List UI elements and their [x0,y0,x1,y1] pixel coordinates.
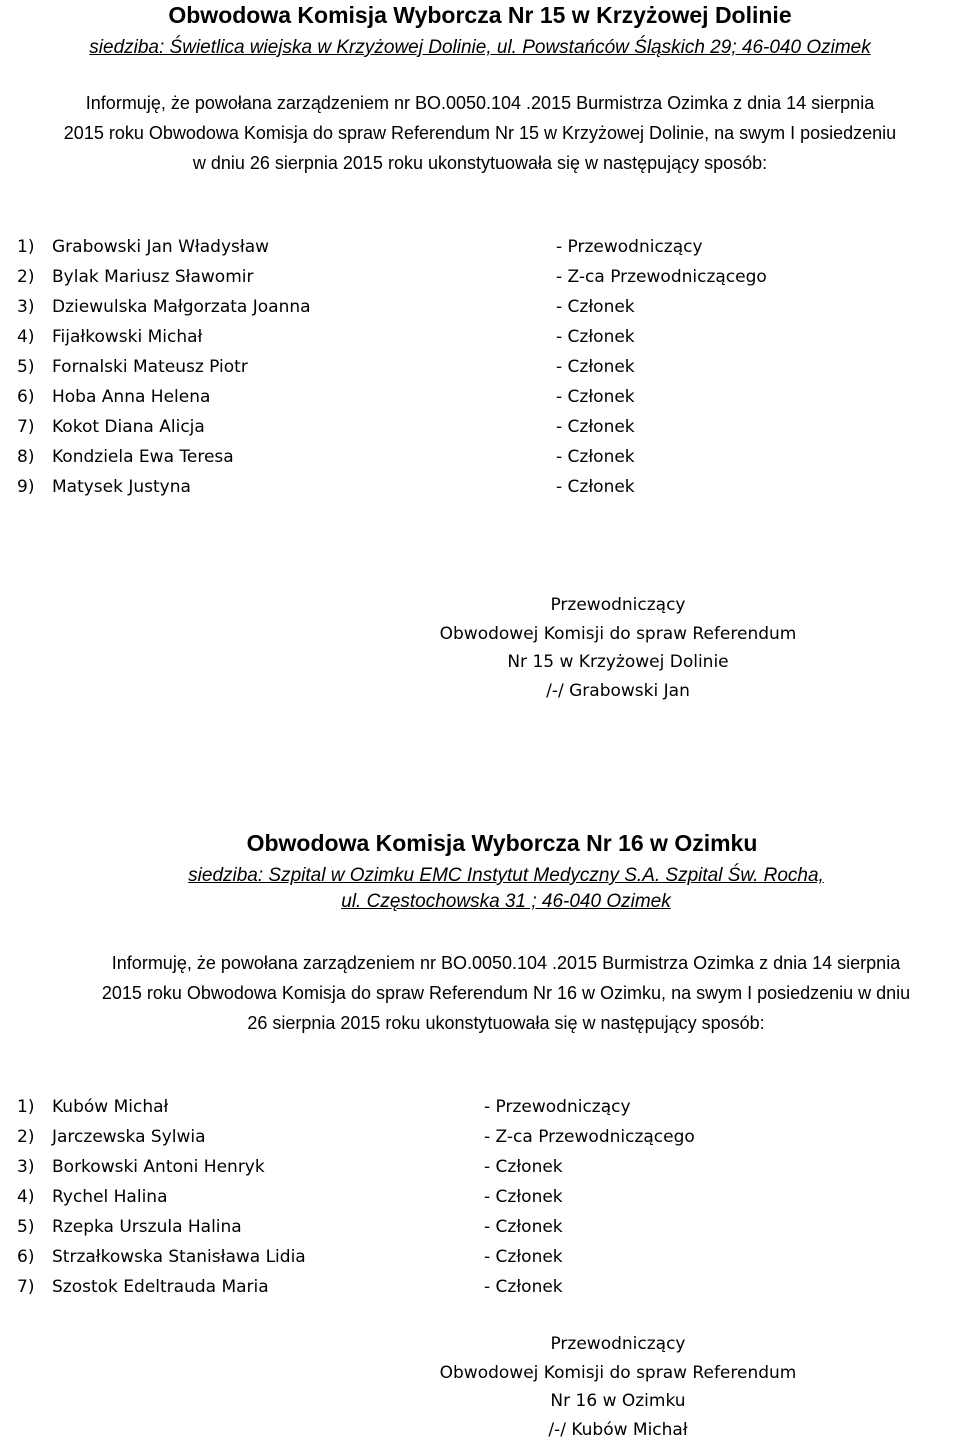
signature-line: Nr 16 w Ozimku [138,1387,960,1416]
member-row [0,262,960,292]
signature-line: Przewodniczący [138,1330,960,1359]
member-role: - Z-ca Przewodniczącego [484,1122,695,1152]
commission-16-seat [26,863,960,915]
member-role: - Członek [556,352,635,382]
commission-16-title: Obwodowa Komisja Wyborcza Nr 16 w Ozimku [22,829,960,857]
member-role: - Członek [556,472,635,502]
member-role: - Członek [556,382,635,412]
member-role: - Członek [556,442,635,472]
member-row [0,232,960,262]
intro-line: Informuję, że powołana zarządzeniem nr BO.0050.104 .2015 Burmistrza Ozimka z dnia 14 sierpnia [26,948,960,978]
member-name: Hoba Anna Helena [52,382,210,412]
member-name: Kokot Diana Alicja [52,412,205,442]
member-number: 1) [17,1092,34,1122]
member-name: Dziewulska Małgorzata Joanna [52,292,311,322]
member-role: - Członek [484,1212,563,1242]
commission-15-intro [0,88,960,178]
member-number: 4) [17,322,34,352]
member-name: Kubów Michał [52,1092,168,1122]
member-role: - Członek [484,1242,563,1272]
intro-line: Informuję, że powołana zarządzeniem nr BO.0050.104 .2015 Burmistrza Ozimka z dnia 14 sierpnia [0,88,960,118]
member-role: - Członek [484,1152,563,1182]
member-row [0,322,960,352]
member-row [0,1152,960,1182]
commission-16-signature [138,1330,960,1444]
member-number: 3) [17,292,34,322]
intro-line: w dniu 26 sierpnia 2015 roku ukonstytuowała się w następujący sposób: [0,148,960,178]
intro-line: 26 sierpnia 2015 roku ukonstytuowała się w następujący sposób: [26,1008,960,1038]
member-number: 6) [17,382,34,412]
member-row [0,1122,960,1152]
member-name: Fornalski Mateusz Piotr [52,352,248,382]
member-number: 2) [17,1122,34,1152]
member-role: - Przewodniczący [484,1092,631,1122]
member-row [0,1092,960,1122]
member-row [0,442,960,472]
commission-16-seat-line: ul. Częstochowska 31 ; 46-040 Ozimek [341,891,671,912]
member-role: - Z-ca Przewodniczącego [556,262,767,292]
member-number: 7) [17,412,34,442]
member-role: - Członek [556,322,635,352]
signature-line: Obwodowej Komisji do spraw Referendum [138,620,960,649]
commission-15-signature [138,591,960,705]
member-row [0,412,960,442]
member-role: - Członek [556,412,635,442]
signature-line: /-/ Grabowski Jan [138,677,960,706]
member-row [0,472,960,502]
member-role: - Członek [484,1182,563,1212]
signature-line: Przewodniczący [138,591,960,620]
member-row [0,1272,960,1302]
member-name: Grabowski Jan Władysław [52,232,269,262]
commission-15-title: Obwodowa Komisja Wyborcza Nr 15 w Krzyżowej Dolinie [0,1,960,29]
member-number: 8) [17,442,34,472]
signature-line: Obwodowej Komisji do spraw Referendum [138,1359,960,1388]
signature-line: Nr 15 w Krzyżowej Dolinie [138,648,960,677]
intro-line: 2015 roku Obwodowa Komisja do spraw Referendum Nr 16 w Ozimku, na swym I posiedzeniu w dniu [26,978,960,1008]
member-name: Fijałkowski Michał [52,322,202,352]
member-name: Matysek Justyna [52,472,191,502]
signature-line: /-/ Kubów Michał [138,1416,960,1444]
member-row [0,1212,960,1242]
member-number: 2) [17,262,34,292]
member-role: - Członek [556,292,635,322]
member-role: - Członek [484,1272,563,1302]
intro-line: 2015 roku Obwodowa Komisja do spraw Referendum Nr 15 w Krzyżowej Dolinie, na swym I posiedzeniu [0,118,960,148]
member-row [0,352,960,382]
member-row [0,1242,960,1272]
member-name: Bylak Mariusz Sławomir [52,262,254,292]
member-name: Rychel Halina [52,1182,168,1212]
member-number: 6) [17,1242,34,1272]
member-number: 3) [17,1152,34,1182]
member-number: 4) [17,1182,34,1212]
member-number: 1) [17,232,34,262]
member-number: 5) [17,1212,34,1242]
commission-16-seat-line: siedziba: Szpital w Ozimku EMC Instytut Medyczny S.A. Szpital Św. Rocha, [188,865,824,886]
member-number: 5) [17,352,34,382]
member-role: - Przewodniczący [556,232,703,262]
member-number: 9) [17,472,34,502]
member-row [0,292,960,322]
member-name: Jarczewska Sylwia [52,1122,206,1152]
member-name: Rzepka Urszula Halina [52,1212,242,1242]
commission-16-intro [26,948,960,1038]
member-name: Borkowski Antoni Henryk [52,1152,265,1182]
member-name: Szostok Edeltrauda Maria [52,1272,269,1302]
commission-15-seat-line: siedziba: Świetlica wiejska w Krzyżowej Dolinie, ul. Powstańców Śląskich 29; 46-040 Ozimek [89,37,870,58]
member-name: Kondziela Ewa Teresa [52,442,234,472]
commission-15-seat [0,35,960,61]
member-row [0,1182,960,1212]
member-number: 7) [17,1272,34,1302]
member-name: Strzałkowska Stanisława Lidia [52,1242,306,1272]
member-row [0,382,960,412]
